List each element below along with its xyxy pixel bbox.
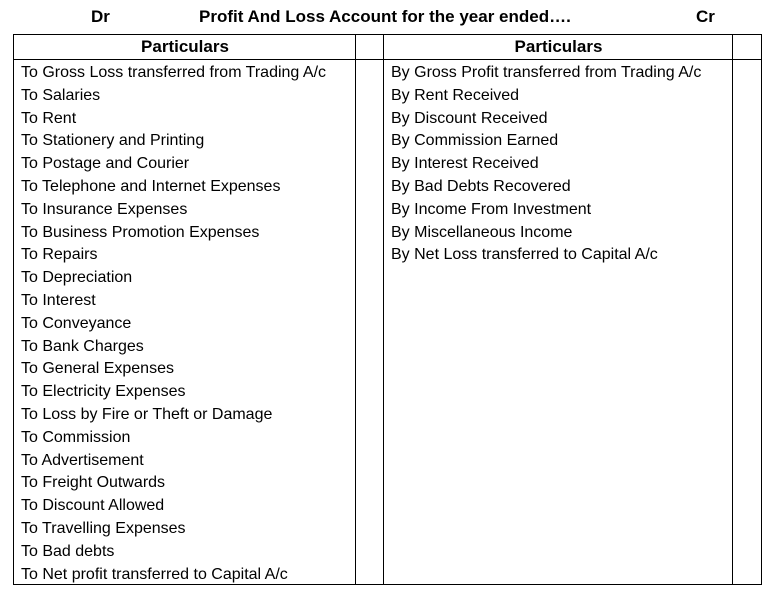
credit-item: By Net Loss transferred to Capital A/c <box>391 246 658 264</box>
credit-items-list <box>391 62 701 267</box>
credit-item: By Gross Profit transferred from Trading A/c <box>391 64 702 81</box>
debit-item: To Commission <box>21 428 131 446</box>
debit-item: To Insurance Expenses <box>21 200 188 218</box>
profit-loss-table <box>13 34 762 585</box>
credit-header: Particulars <box>514 37 603 56</box>
debit-item: To Net profit transferred to Capital A/c <box>21 565 288 583</box>
debit-item: To General Expenses <box>21 360 174 378</box>
debit-item: To Salaries <box>21 86 101 104</box>
debit-item: To Freight Outwards <box>21 474 166 492</box>
credit-item: By Bad Debts Recovered <box>391 177 571 195</box>
debit-item: To Stationery and Printing <box>21 132 205 150</box>
debit-item: To Loss by Fire or Theft or Damage <box>21 405 273 423</box>
debit-item: To Travelling Expenses <box>21 519 186 537</box>
credit-item: By Income From Investment <box>391 200 592 218</box>
credit-item: By Interest Received <box>391 155 539 173</box>
debit-item: To Repairs <box>21 246 98 264</box>
debit-item: To Interest <box>21 291 96 309</box>
header-divider <box>14 59 761 60</box>
debit-item: To Bad debts <box>21 542 115 560</box>
credit-item: By Commission Earned <box>391 132 559 150</box>
credit-label: Cr <box>696 7 715 26</box>
debit-item: To Telephone and Internet Expenses <box>21 177 281 195</box>
debit-item: To Discount Allowed <box>21 497 165 515</box>
debit-item: To Advertisement <box>21 451 144 469</box>
debit-items-list <box>21 62 326 586</box>
debit-amount-column <box>356 35 384 584</box>
debit-item: To Electricity Expenses <box>21 383 186 401</box>
credit-item: By Discount Received <box>391 109 548 127</box>
credit-item: By Rent Received <box>391 86 520 104</box>
debit-item: To Postage and Courier <box>21 155 190 173</box>
debit-item: To Bank Charges <box>21 337 144 355</box>
debit-item: To Gross Loss transferred from Trading A/c <box>21 64 327 81</box>
debit-label: Dr <box>91 7 110 26</box>
debit-header: Particulars <box>141 37 229 56</box>
debit-item: To Depreciation <box>21 269 133 287</box>
title-row <box>0 0 768 34</box>
credit-amount-column <box>733 35 762 584</box>
page-title: Profit And Loss Account for the year ended…. <box>199 7 571 26</box>
credit-item: By Miscellaneous Income <box>391 223 573 241</box>
debit-item: To Conveyance <box>21 314 132 332</box>
debit-item: To Business Promotion Expenses <box>21 223 260 241</box>
debit-item: To Rent <box>21 109 77 127</box>
